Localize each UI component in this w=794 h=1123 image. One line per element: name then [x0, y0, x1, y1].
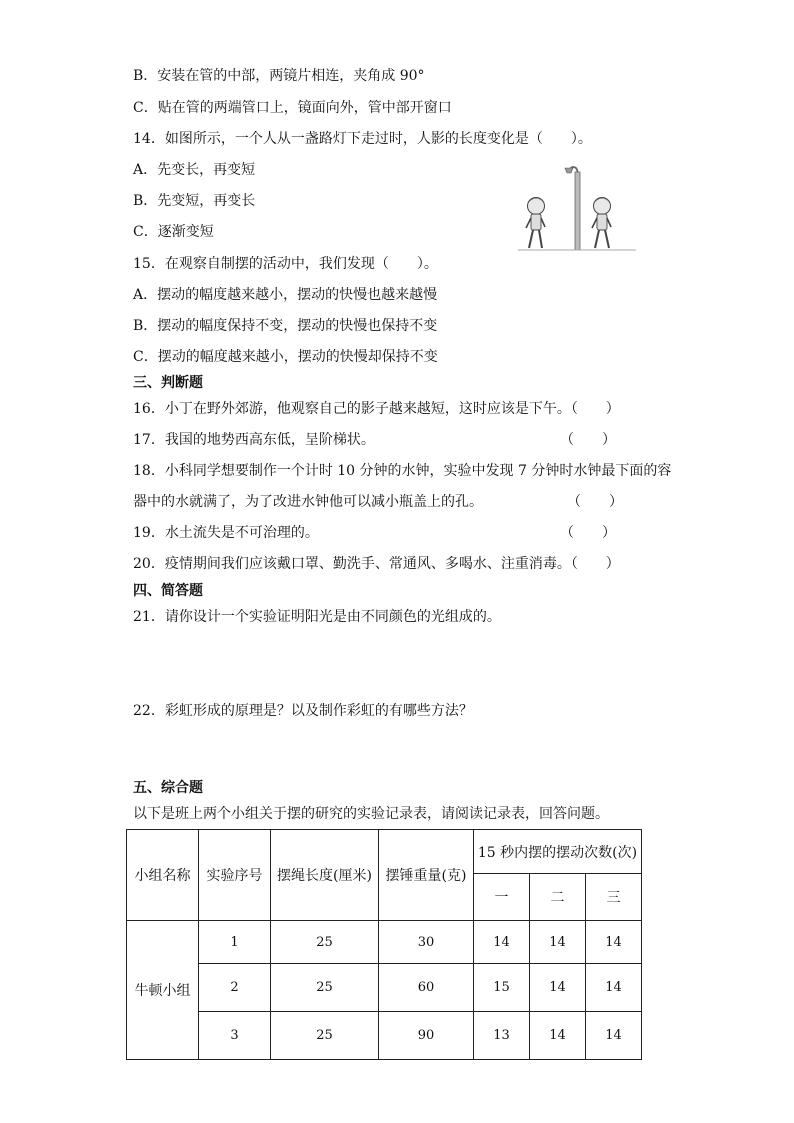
q17: 17．我国的地势西高东低，呈阶梯状。: [133, 432, 375, 448]
q14-stem: 14．如图所示，一个人从一盏路灯下走过时，人影的长度变化是（ ）。: [133, 131, 592, 147]
table-row: [127, 921, 642, 964]
q14-option-b: B．先变短，再变长: [133, 193, 256, 209]
streetlight-figure: [518, 164, 636, 252]
subheader-trial-1: 一: [474, 874, 530, 921]
header-rope-length: 摆绳长度(厘米): [271, 830, 379, 921]
q22: 22．彩虹形成的原理是？以及制作彩虹的有哪些方法？: [133, 703, 473, 719]
q16: 16．小丁在野外郊游，他观察自己的影子越来越短，这时应该是下午。（ ）: [133, 401, 620, 417]
trial-cell: 2: [199, 964, 271, 1012]
table-row: [127, 1012, 642, 1060]
count-cell: 14: [474, 921, 530, 964]
trial-cell: 3: [199, 1012, 271, 1060]
q15-option-b: B．摆动的幅度保持不变，摆动的快慢也保持不变: [133, 318, 438, 334]
q21: 21．请你设计一个实验证明阳光是由不同颜色的光组成的。: [133, 609, 501, 625]
length-cell: 25: [271, 1012, 379, 1060]
q20: 20．疫情期间我们应该戴口罩、勤洗手、常通风、多喝水、注重消毒。（ ）: [133, 556, 620, 572]
q14-option-a: A．先变长，再变短: [133, 162, 256, 178]
count-cell: 14: [530, 1012, 586, 1060]
q15-option-c: C．摆动的幅度越来越小，摆动的快慢却保持不变: [133, 349, 438, 365]
q18-line-2: 器中的水就满了，为了改进水钟他可以减小瓶盖上的孔。: [133, 494, 483, 510]
q19-answer-paren: （ ）: [560, 525, 616, 541]
q15-option-a: A．摆动的幅度越来越小，摆动的快慢也越来越慢: [133, 287, 438, 303]
section-5-intro: 以下是班上两个小组关于摆的研究的实验记录表，请阅读记录表，回答问题。: [133, 806, 609, 822]
section-3-title: 三、判断题: [133, 375, 203, 391]
subheader-trial-3: 三: [586, 874, 642, 921]
section-4-title: 四、简答题: [133, 583, 203, 599]
header-bob-weight: 摆锤重量(克): [379, 830, 474, 921]
count-cell: 13: [474, 1012, 530, 1060]
length-cell: 25: [271, 921, 379, 964]
weight-cell: 30: [379, 921, 474, 964]
group-name-cell: 牛顿小组: [127, 921, 199, 1060]
count-cell: 14: [586, 964, 642, 1012]
walking-person-right-icon: [592, 198, 611, 249]
length-cell: 25: [271, 964, 379, 1012]
q19: 19．水土流失是不可治理的。: [133, 525, 319, 541]
weight-cell: 60: [379, 964, 474, 1012]
q17-answer-paren: （ ）: [560, 432, 616, 448]
q18-line-1: 18．小科同学想要制作一个计时 10 分钟的水钟，实验中发现 7 分钟时水钟最下面的容: [133, 463, 672, 479]
count-cell: 14: [530, 964, 586, 1012]
header-group-name: 小组名称: [127, 830, 199, 921]
subheader-trial-2: 二: [530, 874, 586, 921]
section-5-title: 五、综合题: [133, 780, 203, 796]
count-cell: 15: [474, 964, 530, 1012]
q13-option-c: C．贴在管的两端管口上，镜面向外，管中部开窗口: [133, 100, 452, 116]
weight-cell: 90: [379, 1012, 474, 1060]
count-cell: 14: [586, 921, 642, 964]
trial-cell: 1: [199, 921, 271, 964]
table-row: [127, 964, 642, 1012]
q14-option-c: C．逐渐变短: [133, 224, 214, 240]
pendulum-record-table: [126, 829, 642, 1060]
count-cell: 14: [586, 1012, 642, 1060]
q13-option-b: B．安装在管的中部，两镜片相连，夹角成 90°: [133, 68, 425, 84]
q18-answer-paren: （ ）: [567, 494, 623, 510]
header-swing-count: 15 秒内摆的摆动次数(次): [474, 830, 642, 874]
header-trial-number: 实验序号: [199, 830, 271, 921]
q15-stem: 15．在观察自制摆的活动中，我们发现（ ）。: [133, 256, 438, 272]
table-header-row: [127, 830, 642, 874]
walking-person-left-icon: [526, 198, 545, 249]
count-cell: 14: [530, 921, 586, 964]
